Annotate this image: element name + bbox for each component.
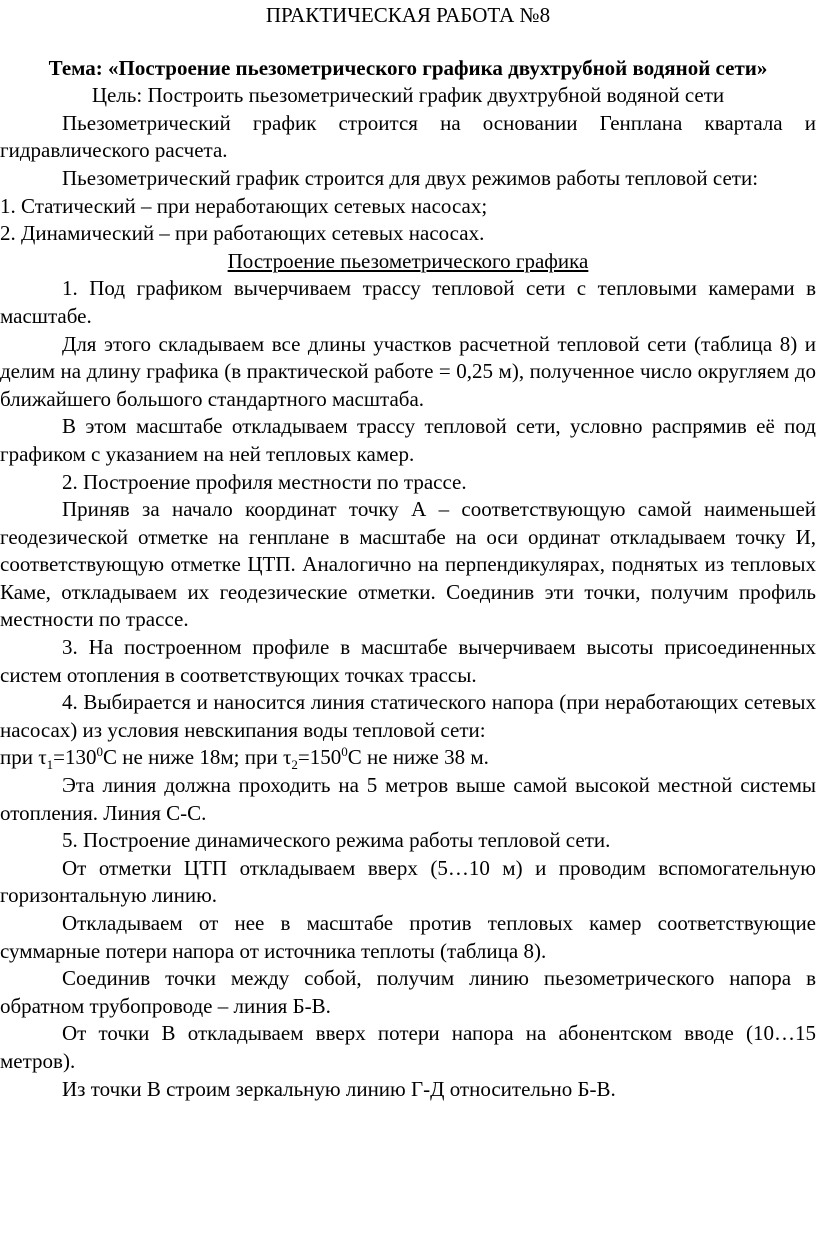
mode-item-1: 1. Статический – при неработающих сетевых насосах; <box>0 193 488 218</box>
step-3-paragraph: 3. На построенном профиле в масштабе вычерчиваем высоты присоединенных систем отопления в соответствующих точках трассы. <box>0 635 816 687</box>
mode-item-2: 2. Динамический – при работающих сетевых насосах. <box>0 221 485 246</box>
goal-line: Цель: Построить пьезометрический график двухтрубной водяной сети <box>91 83 725 108</box>
formula-sub-2: 2 <box>291 757 298 773</box>
formula-sup-2: 0 <box>341 744 348 760</box>
step-4-paragraph: 4. Выбирается и наносится линия статического напора (при неработающих сетевых насосах) из условия невскипания воды тепловой сети: <box>0 690 816 742</box>
intro-paragraph-1: Пьезометрический график строится на основании Генплана квартала и гидравлического расчета. <box>0 110 816 163</box>
step-5-paragraph: 5. Построение динамического режима работы тепловой сети. <box>62 828 611 853</box>
scale-paragraph: Для этого складываем все длины участков расчетной тепловой сети (таблица 8) и делим на длину графика (в практической работе = 0,25 м), полученное число округляем до ближайшего большого стандартного масштаба. <box>0 331 816 411</box>
section-title: Построение пьезометрического графика <box>227 248 589 273</box>
formula-prefix: при τ <box>0 745 47 770</box>
subscriber-input-paragraph: От точки В откладываем вверх потери напора на абонентском вводе (10…15 метров). <box>0 1021 816 1073</box>
page-header: ПРАКТИЧЕСКАЯ РАБОТА №8 <box>265 3 551 27</box>
losses-paragraph: Откладываем от нее в масштабе против тепловых камер соответствующие суммарные потери напора от источника теплоты (таблица 8). <box>0 911 816 963</box>
formula-eq-1: =130 <box>53 745 97 770</box>
step-2-paragraph: 2. Построение профиля местности по трассе. <box>62 469 467 494</box>
formula-line <box>0 744 816 772</box>
formula-eq-2: =150 <box>297 745 342 770</box>
line-bv-paragraph: Соединив точки между собой, получим линию пьезометрического напора в обратном трубопроводе – линия Б-В. <box>0 966 816 1018</box>
topic-title: Тема: «Построение пьезометрического графика двухтрубной водяной сети» <box>48 55 768 80</box>
route-paragraph: В этом масштабе откладываем трассу тепловой сети, условно распрямив её под графиком с указанием на ней тепловых камер. <box>0 414 816 466</box>
mirror-line-paragraph: Из точки В строим зеркальную линию Г-Д относительно Б-В. <box>62 1076 616 1101</box>
intro-paragraph-2: Пьезометрический график строится для двух режимов работы тепловой сети: <box>62 165 759 190</box>
formula-mid: С не ниже 18м; при τ <box>103 745 292 770</box>
formula-suffix: С не ниже 38 м. <box>347 745 489 770</box>
formula-sup-1: 0 <box>96 744 104 760</box>
formula-sub-1: 1 <box>46 757 54 773</box>
auxiliary-line-paragraph: От отметки ЦТП откладываем вверх (5…10 м) и проводим вспомогательную горизонтальную линию. <box>0 855 816 908</box>
origin-paragraph: Приняв за начало координат точку А – соответствующую самой наименьшей геодезической отметке на генплане в масштабе на оси ординат откладываем точку И, соответствующую отметке ЦТП. Аналогично на перпендикулярах, поднятых из тепловых Каме, откладываем их геодезические отметки. Соединив эти точки, получим профиль местности по трассе. <box>0 497 816 632</box>
step-1-paragraph: 1. Под графиком вычерчиваем трассу тепловой сети с тепловыми камерами в масштабе. <box>0 276 816 328</box>
line-cc-paragraph: Эта линия должна проходить на 5 метров выше самой высокой местной системы отопления. Линия С-С. <box>0 773 816 825</box>
